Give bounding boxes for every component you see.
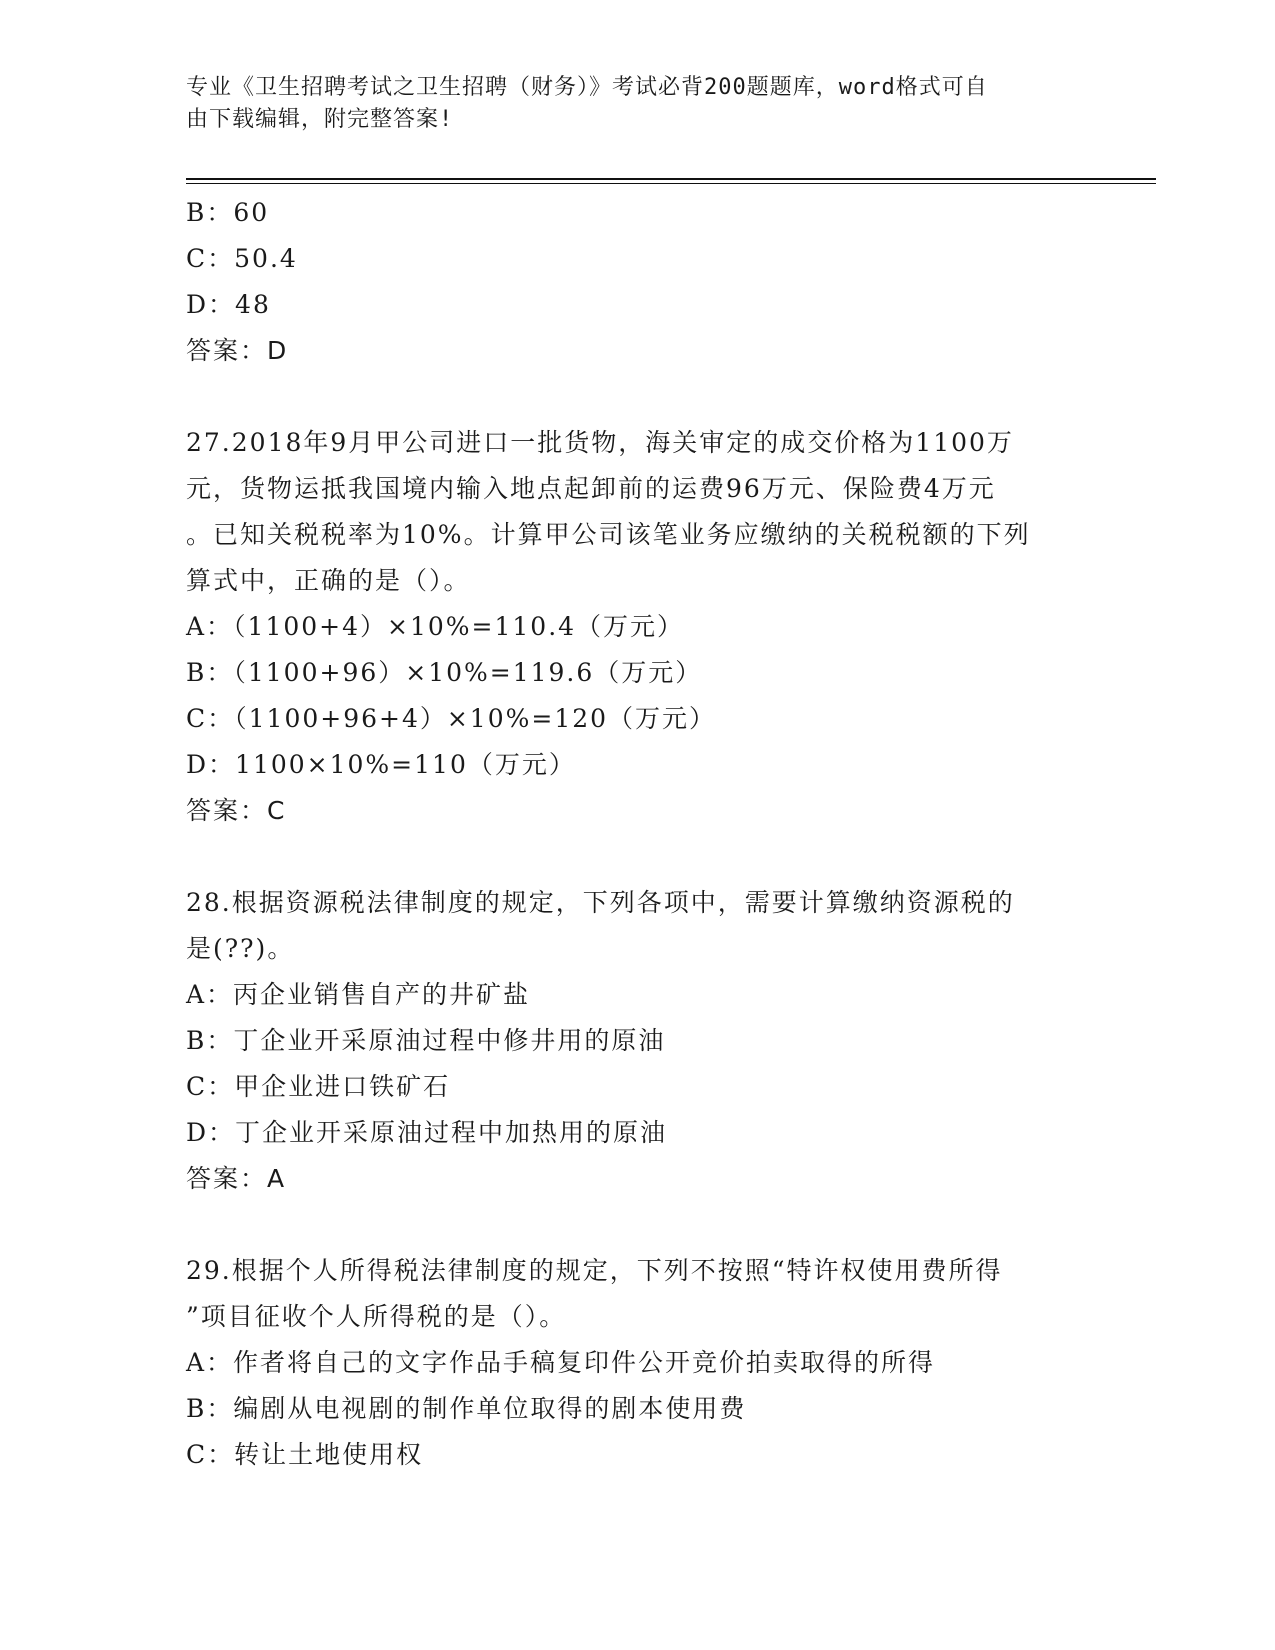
header-rule-thin (186, 183, 1156, 184)
spacer (186, 834, 1106, 880)
option-c: C：甲企业进口铁矿石 (186, 1072, 451, 1101)
option-d: D：丁企业开采原油过程中加热用的原油 (186, 1118, 668, 1147)
option-a: A：作者将自己的文字作品手稿复印件公开竞价拍卖取得的所得 (186, 1348, 936, 1377)
spacer (186, 1202, 1106, 1248)
question-stem-line: 27.2018年9月甲公司进口一批货物，海关审定的成交价格为1100万 (186, 428, 1014, 457)
answer-line: 答案：C (186, 796, 287, 825)
header-title-line-1: 专业《卫生招聘考试之卫生招聘（财务）》考试必背200题题库，word格式可自 (186, 75, 988, 100)
question-content (186, 190, 1106, 1478)
answer-line: 答案：D (186, 336, 289, 365)
question-27 (186, 420, 1106, 834)
option-c: C：转让土地使用权 (186, 1440, 424, 1469)
question-stem-line: 是(??)。 (186, 934, 295, 963)
question-stem-line: 。已知关税税率为10%。计算甲公司该笔业务应缴纳的关税税额的下列 (186, 520, 1031, 549)
option-a: A：（1100+4）×10%=110.4（万元） (186, 612, 685, 641)
option-b: B：编剧从电视剧的制作单位取得的剧本使用费 (186, 1394, 747, 1423)
option-c: C：50.4 (186, 244, 298, 273)
header-title-line-2: 由下载编辑，附完整答案! (186, 107, 454, 132)
option-d: D：48 (186, 290, 271, 319)
question-stem-line: 29.根据个人所得税法律制度的规定，下列不按照“特许权使用费所得 (186, 1256, 1003, 1285)
question-stem-line: 28.根据资源税法律制度的规定，下列各项中，需要计算缴纳资源税的 (186, 888, 1015, 917)
page-header (186, 72, 1076, 136)
header-rule-thick (186, 178, 1156, 180)
spacer (186, 374, 1106, 420)
option-c: C：（1100+96+4）×10%=120（万元） (186, 704, 717, 733)
question-29 (186, 1248, 1106, 1478)
option-b: B：丁企业开采原油过程中修井用的原油 (186, 1026, 666, 1055)
answer-line: 答案：A (186, 1164, 287, 1193)
option-b: B：（1100+96）×10%=119.6（万元） (186, 658, 703, 687)
question-stem-line: 元，货物运抵我国境内输入地点起卸前的运费96万元、保险费4万元 (186, 474, 996, 503)
question-stem-line: ”项目征收个人所得税的是（）。 (186, 1302, 567, 1331)
question-stem-line: 算式中，正确的是（）。 (186, 566, 471, 595)
question-26-continued (186, 190, 1106, 374)
question-28 (186, 880, 1106, 1202)
option-a: A：丙企业销售自产的井矿盐 (186, 980, 531, 1009)
option-b: B：60 (186, 198, 270, 227)
option-d: D：1100×10%=110（万元） (186, 750, 576, 779)
